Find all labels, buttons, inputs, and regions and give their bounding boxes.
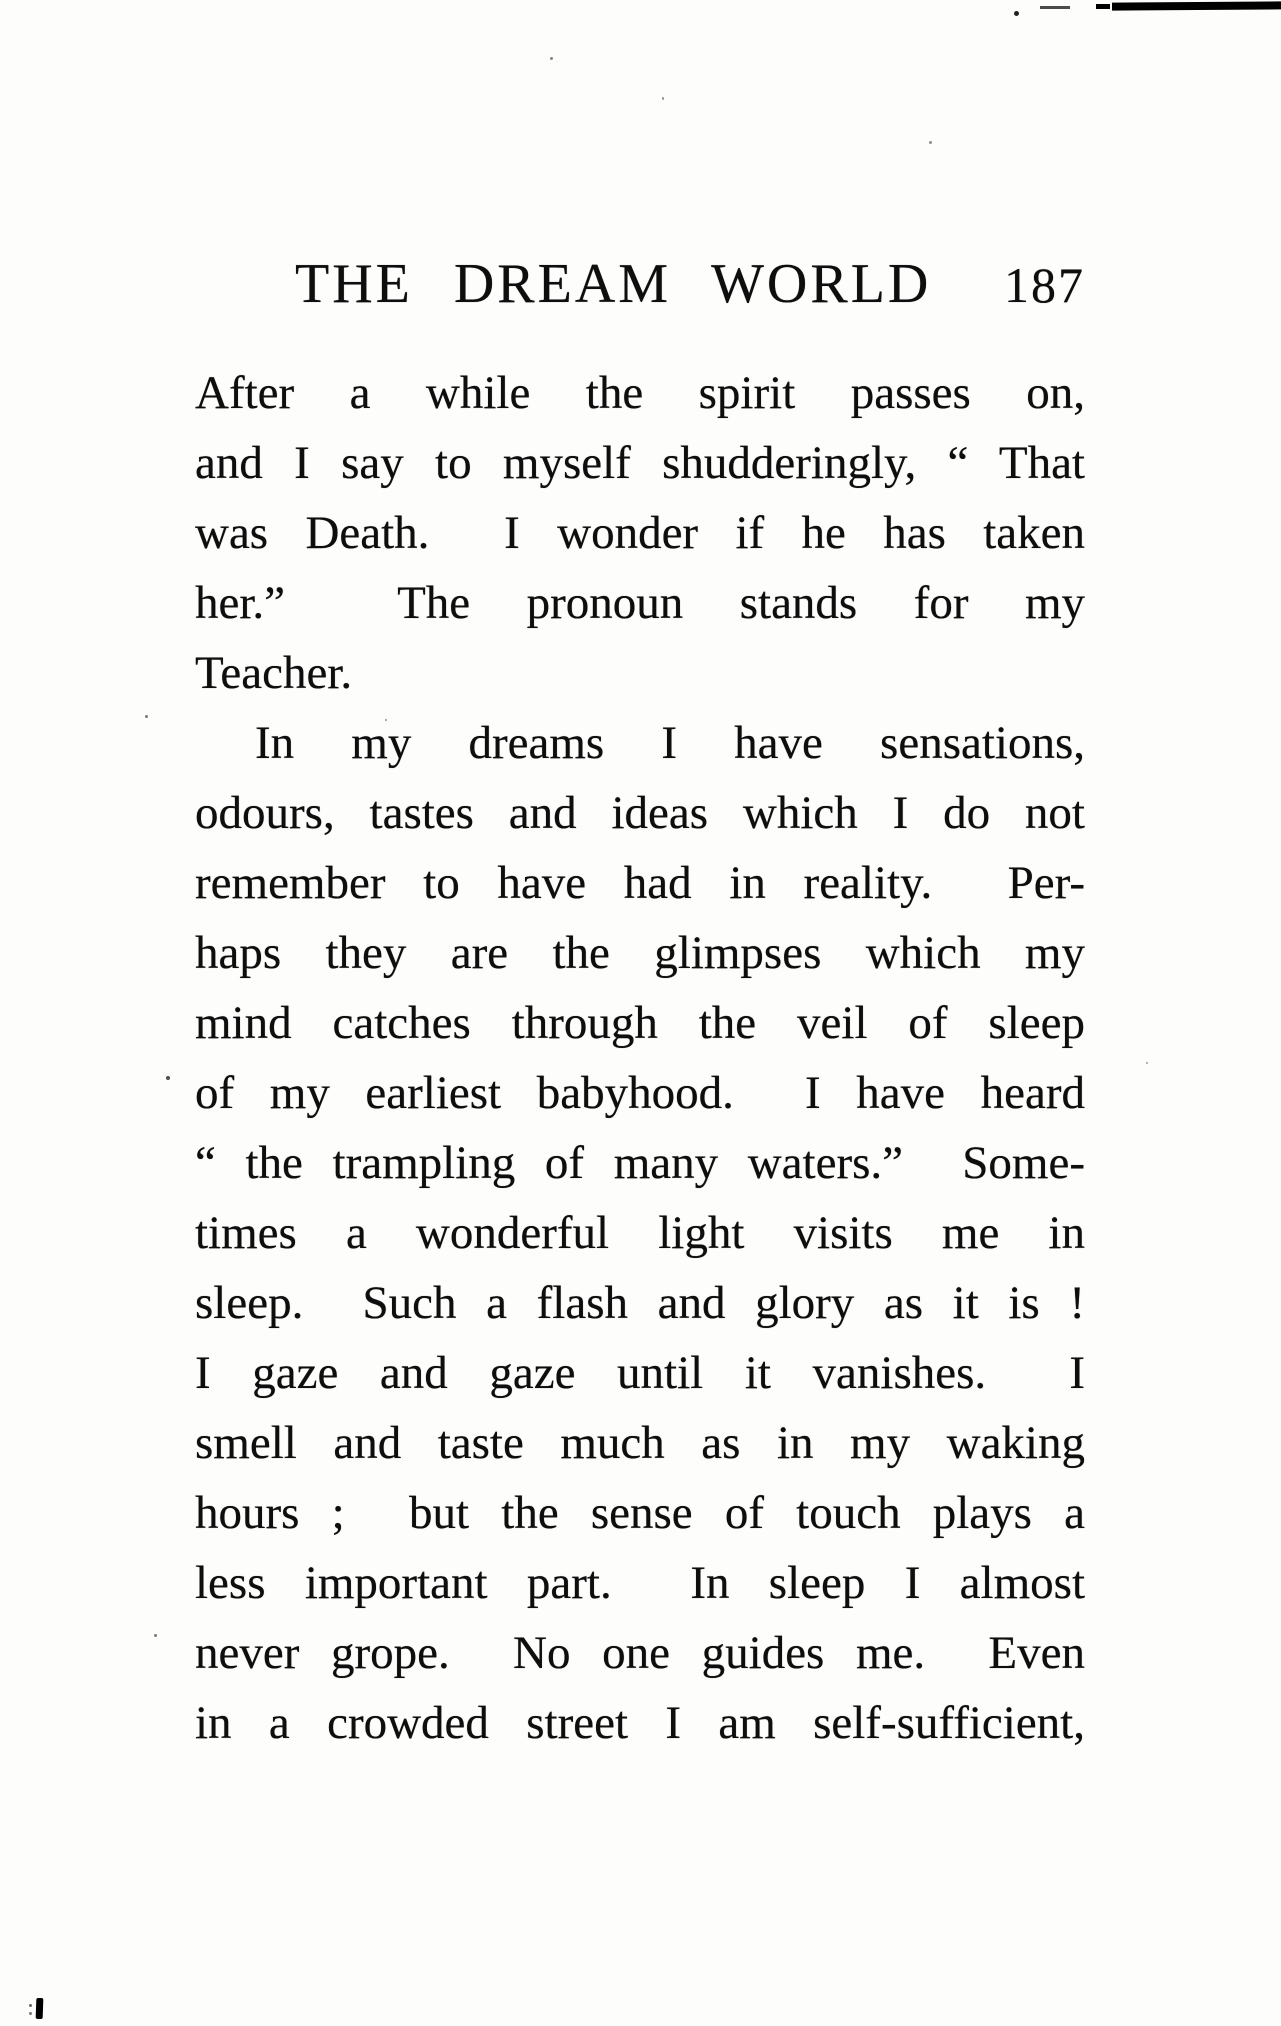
scan-speck — [166, 1076, 170, 1080]
scan-edge-dash — [1096, 4, 1110, 9]
scan-edge-dash — [1040, 6, 1070, 9]
text-line: smell and taste much as in my waking — [195, 1417, 1085, 1469]
text-line: mind catches through the veil of sleep — [195, 997, 1085, 1049]
text-line: remember to have had in reality. Per- — [195, 857, 1085, 909]
chapter-title: THE DREAM WORLD — [295, 253, 932, 315]
scan-margin-mark — [36, 1998, 44, 2019]
scan-speck — [1014, 11, 1019, 16]
scan-speck — [662, 97, 664, 100]
text-line: In my dreams I have sensations, — [255, 717, 1085, 769]
scan-edge-bar — [1112, 1, 1281, 10]
paragraph — [195, 708, 1085, 1758]
scan-speck — [154, 1634, 157, 1637]
text-line: times a wonderful light visits me in — [195, 1207, 1085, 1259]
scan-speck — [29, 2004, 32, 2007]
scan-speck — [145, 715, 148, 718]
text-line: Teacher. — [195, 647, 353, 699]
text-line: After a while the spirit passes on, — [195, 367, 1085, 419]
running-header — [195, 252, 1085, 316]
text-line: I gaze and gaze until it vanishes. I — [195, 1347, 1085, 1399]
scan-speck — [550, 57, 553, 60]
paragraph — [195, 358, 1085, 708]
text-line: sleep. Such a flash and glory as it is ! — [195, 1277, 1085, 1329]
text-line: and I say to myself shudderingly, “ That — [195, 437, 1085, 489]
text-block — [195, 358, 1085, 1758]
text-line: less important part. In sleep I almost — [195, 1557, 1085, 1609]
text-line: haps they are the glimpses which my — [195, 927, 1085, 979]
text-line: was Death. I wonder if he has taken — [195, 507, 1085, 559]
text-line: of my earliest babyhood. I have heard — [195, 1067, 1085, 1119]
text-line: in a crowded street I am self-sufficient, — [195, 1697, 1085, 1749]
text-line: odours, tastes and ideas which I do not — [195, 787, 1085, 839]
page-number: 187 — [1004, 257, 1085, 313]
text-line: hours ; but the sense of touch plays a — [195, 1487, 1085, 1539]
scan-speck — [29, 2012, 32, 2015]
text-line: her.” The pronoun stands for my — [195, 577, 1085, 629]
text-line: never grope. No one guides me. Even — [195, 1627, 1085, 1679]
text-line: “ the trampling of many waters.” Some- — [195, 1137, 1085, 1189]
scan-speck — [929, 141, 932, 144]
scan-speck — [1146, 1062, 1148, 1064]
